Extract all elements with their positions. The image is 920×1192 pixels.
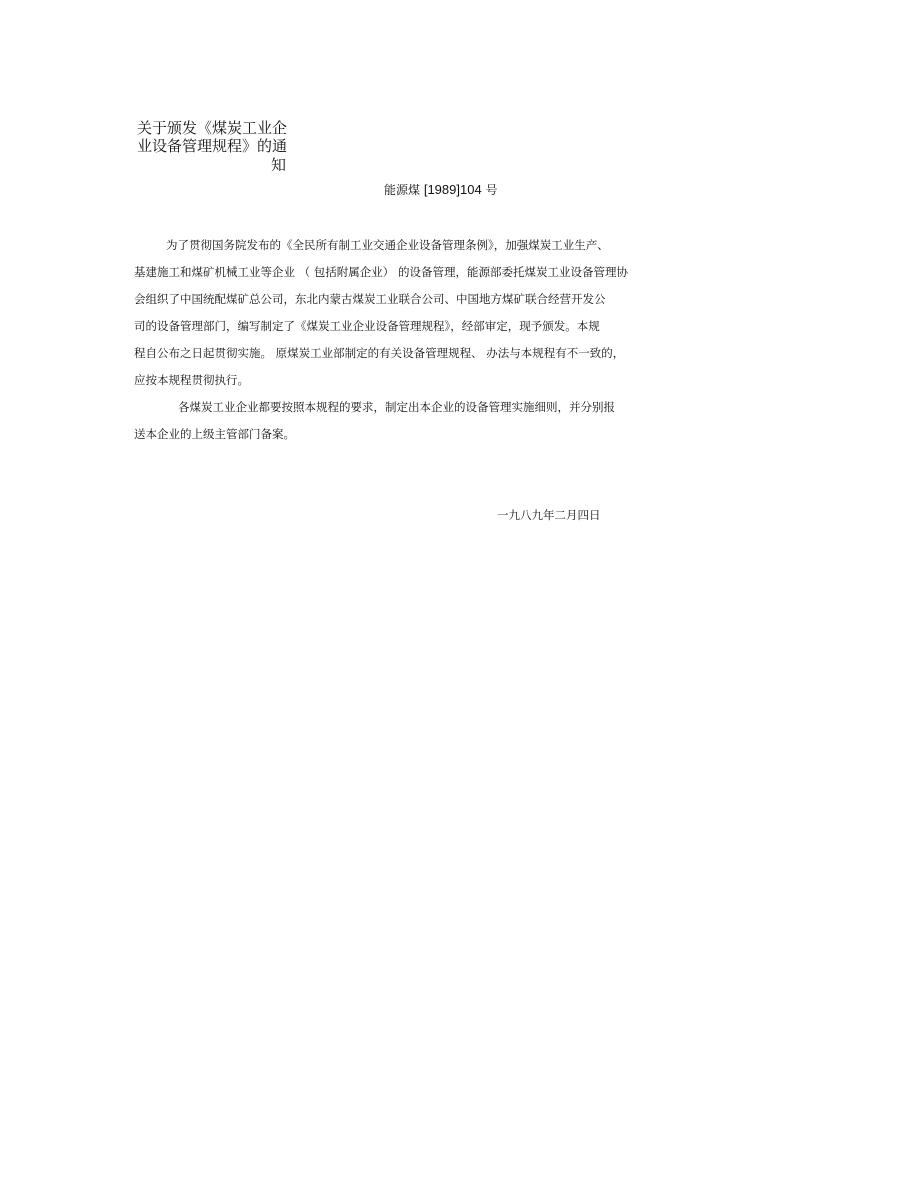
title-line-1: 关于颁发《煤炭工业企: [137, 119, 288, 137]
paragraph-2-line-1: 各煤炭工业企业都要按照本规程的要求，制定出本企业的设备管理实施细则，并分别报: [178, 400, 615, 414]
paragraph-1-line-2: 基建施工和煤矿机械工业等企业 （ 包括附属企业） 的设备管理，能源部委托煤炭工业设备管理协: [134, 265, 628, 279]
paragraph-1-line-3: 会组织了中国统配煤矿总公司，东北内蒙古煤炭工业联合公司、中国地方煤矿联合经营开发公: [134, 292, 606, 306]
paragraph-1-line-5: 程自公布之日起贯彻实施。 原煤炭工业部制定的有关设备管理规程、 办法与本规程有不一致的，: [134, 346, 625, 360]
document-number-prefix: 能源煤: [384, 183, 421, 197]
document-number-value: [1989]104: [423, 182, 482, 197]
document-number: [384, 182, 498, 198]
paragraph-1-line-1: 为了贯彻国务院发布的《全民所有制工业交通企业设备管理条例》，加强煤炭工业生产、: [166, 238, 609, 252]
document-number-suffix: 号: [485, 183, 498, 197]
paragraph-1-line-4: 司的设备管理部门，编写制定了《煤炭工业企业设备管理规程》，经部审定，现予颁发。本规: [134, 319, 600, 333]
title-line-3: 知: [271, 156, 287, 174]
issue-date: 一九八九年二月四日: [497, 508, 601, 522]
title-line-2: 业设备管理规程》的通: [137, 137, 288, 155]
paragraph-2-line-2: 送本企业的上级主管部门备案。: [134, 427, 295, 441]
paragraph-1-line-6: 应按本规程贯彻执行。: [134, 373, 249, 387]
